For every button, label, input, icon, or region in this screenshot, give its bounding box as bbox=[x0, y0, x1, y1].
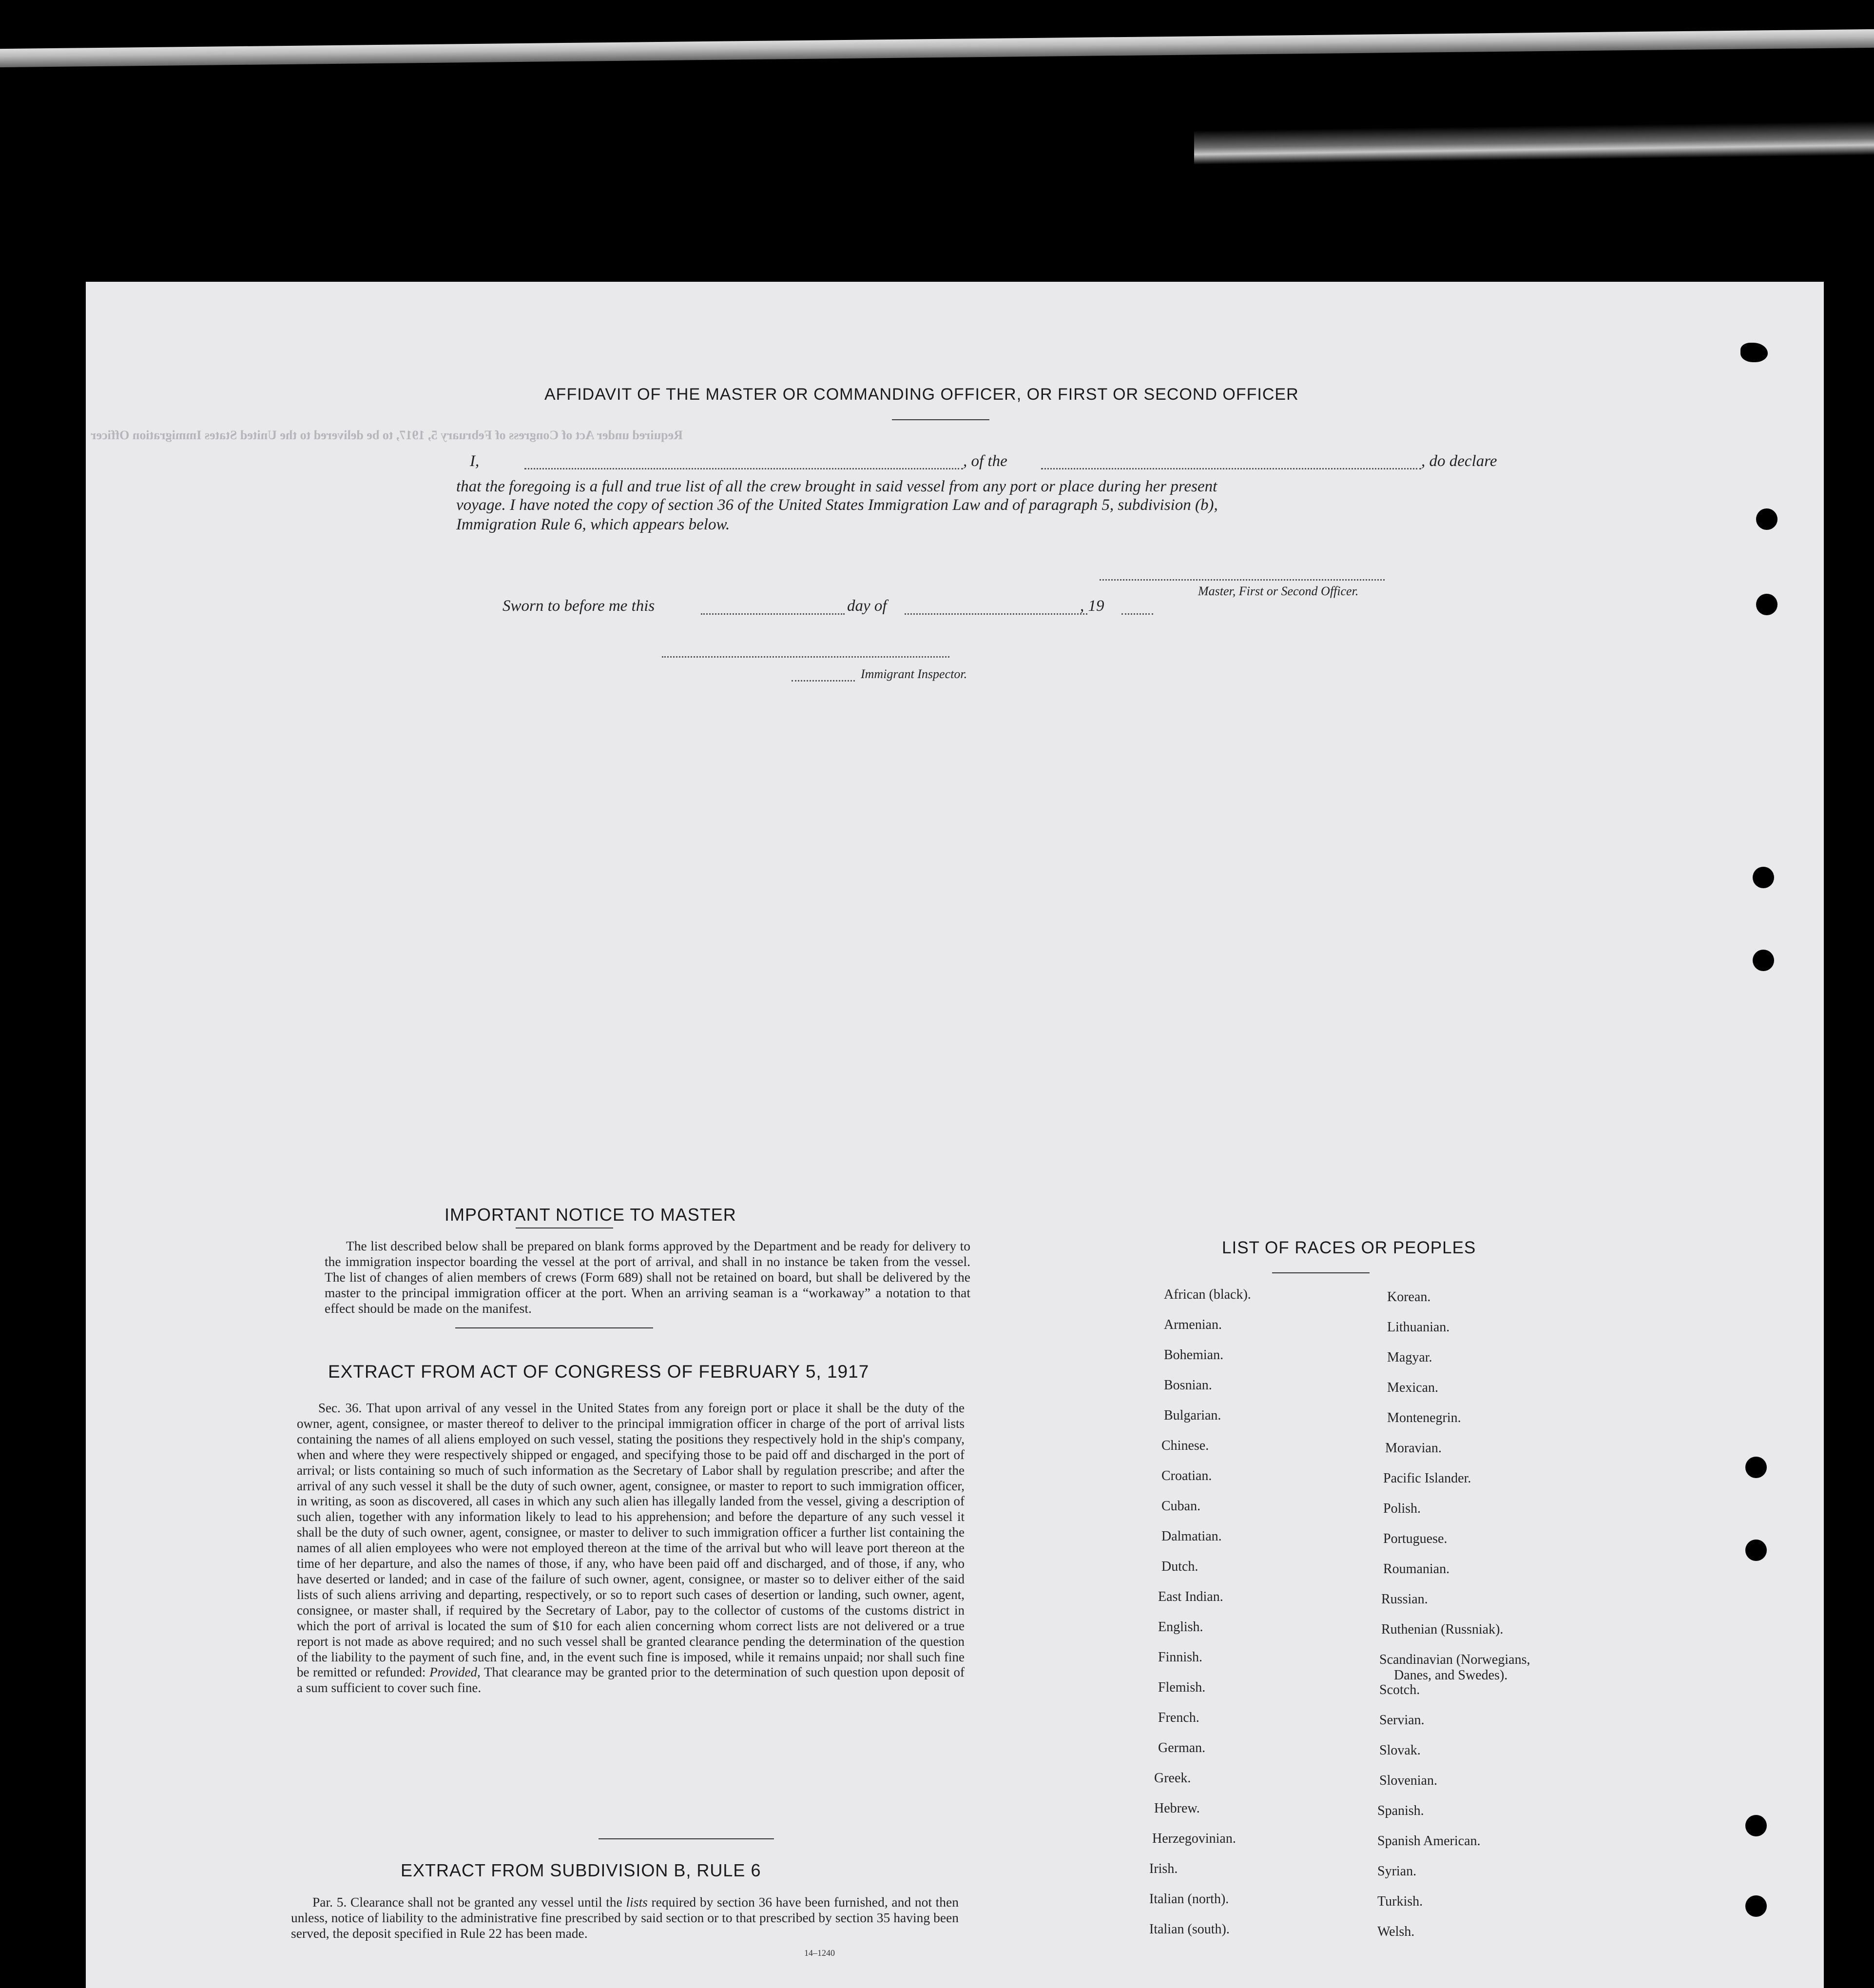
act-body bbox=[297, 1401, 965, 1696]
race-item: Bosnian. bbox=[1164, 1378, 1212, 1393]
race-item: Scotch. bbox=[1379, 1682, 1420, 1697]
race-item: Polish. bbox=[1383, 1501, 1421, 1516]
punch-hole bbox=[1753, 950, 1774, 971]
races-title: LIST OF RACES OR PEOPLES bbox=[1222, 1238, 1476, 1257]
race-item: Irish. bbox=[1149, 1861, 1178, 1876]
race-item: Spanish American. bbox=[1377, 1833, 1481, 1849]
form-number: 14–1240 bbox=[804, 1948, 835, 1958]
race-item: Herzegovinian. bbox=[1152, 1831, 1236, 1846]
race-item: Scandinavian (Norwegians, bbox=[1379, 1652, 1530, 1667]
affidavit-line-3: voyage. I have noted the copy of section 36 of the United States Immigration Law and of paragraph 5, subdivision (b), bbox=[456, 496, 1218, 514]
vessel-blank bbox=[1041, 468, 1421, 469]
race-item: Pacific Islander. bbox=[1383, 1471, 1471, 1486]
race-item: Bohemian. bbox=[1164, 1347, 1224, 1363]
race-item: Italian (south). bbox=[1149, 1922, 1230, 1937]
notice-title: IMPORTANT NOTICE TO MASTER bbox=[444, 1205, 736, 1225]
punch-hole bbox=[1745, 1895, 1767, 1917]
signature-label: Master, First or Second Officer. bbox=[1198, 584, 1359, 598]
sworn-day-blank bbox=[701, 613, 845, 615]
punch-hole bbox=[1745, 1540, 1767, 1561]
act-body-end: That clearance may be granted prior to the determination of such question upon deposit of a sum sufficient to cover such fine. bbox=[297, 1665, 965, 1696]
races-column-1 bbox=[1149, 1287, 1251, 1952]
sworn-month-blank bbox=[905, 613, 1087, 615]
punch-hole bbox=[1753, 867, 1774, 888]
affidavit-line-1-declare: , do declare bbox=[1421, 452, 1497, 470]
act-body-main: Sec. 36. That upon arrival of any vessel in the United States from any foreign port or place it shall be the duty of the owner, agent, consignee, or master thereof to deliver to the principal immigration officer in charge of the port of arrival lists containing the names of all aliens employed on such vessel, stating the positions they respectively hold in the ship's company, when and where they were respectively shipped or engaged, and specifying those to be paid off and discharged in the port of arrival; or lists containing so much of such information as the Secretary of Labor shall by regulation prescribe; and after the arrival of any such vessel it shall be the duty of such owner, agent, consignee, or master to report to such immigration officer, in writing, as soon as discovered, all cases in which any such alien has illegally landed from the vessel, giving a description of such alien, together with any information likely to lead to his apprehension; and before the departure of any such vessel it shall be the duty of such owner, agent, consignee, or master to deliver to such immigration officer a further list containing the names of all alien employees who were not employed thereon at the time of the arrival but who will leave port thereon at the time of her departure, and also the names of those, if any, who have been paid off and discharged, and of those, if any, who have deserted or landed; and in case of the failure of such owner, agent, consignee, or master so to deliver either of the said lists of such aliens arriving and departing, respectively, or so to report such cases of desertion or landing, such owner, agent, consignee, or master shall, if required by the Secretary of Labor, pay to the collector of customs of the customs district in which the port of arrival is located the sum of $10 for each alien concerning whom correct lists are not delivered or a true report is not made as above required; and no such vessel shall be granted clearance pending the determination of the question of the liability to the payment of such fine, and, in the event such fine is imposed, while it remains unpaid; nor shall such fine be remitted or refunded: bbox=[297, 1401, 965, 1680]
race-item: Slovak. bbox=[1379, 1743, 1421, 1758]
race-item: Spanish. bbox=[1377, 1803, 1424, 1818]
punch-hole bbox=[1745, 1815, 1767, 1836]
race-item: Slovenian. bbox=[1379, 1773, 1437, 1788]
race-item: Hebrew. bbox=[1154, 1801, 1200, 1816]
race-item: African (black). bbox=[1164, 1287, 1251, 1302]
race-item: Finnish. bbox=[1158, 1650, 1203, 1665]
scan-edge-strip-right bbox=[1194, 121, 1874, 164]
notice-body: The list described below shall be prepared on blank forms approved by the Department and be ready for delivery to the immigration inspector boarding the vessel at the port of arrival, and shall in no instance be taken from the vessel. The list of changes of alien members of crews (Form 689) shall not be retained on board, but shall be delivered by the master to the principal immigration officer at the port. When an arriving seaman is a “workaway” a notation to that effect should be made on the manifest. bbox=[325, 1238, 970, 1316]
race-item: Dutch. bbox=[1161, 1559, 1198, 1574]
race-item: Bulgarian. bbox=[1164, 1408, 1221, 1423]
affidavit-line-1-of-the: , of the bbox=[963, 452, 1007, 470]
signature-line bbox=[1100, 579, 1385, 581]
race-item: Greek. bbox=[1154, 1771, 1191, 1786]
punch-hole bbox=[1756, 594, 1777, 615]
race-item: Croatian. bbox=[1161, 1468, 1212, 1483]
races-title-rule bbox=[1272, 1272, 1370, 1273]
race-item: Servian. bbox=[1379, 1713, 1425, 1728]
affidavit-title-rule bbox=[892, 419, 989, 420]
race-item: Montenegrin. bbox=[1387, 1410, 1461, 1425]
race-item: Chinese. bbox=[1161, 1438, 1209, 1453]
race-item: Ruthenian (Russniak). bbox=[1381, 1622, 1504, 1637]
race-item: Roumanian. bbox=[1383, 1561, 1450, 1577]
rule-lists-word: lists bbox=[626, 1894, 648, 1910]
rule-title: EXTRACT FROM SUBDIVISION B, RULE 6 bbox=[401, 1860, 761, 1880]
page-corner-tear bbox=[1740, 343, 1768, 362]
race-item: Cuban. bbox=[1161, 1499, 1201, 1514]
act-proviso: Provided, bbox=[429, 1665, 481, 1680]
scan-edge-strip bbox=[0, 29, 1874, 67]
races-column-2: Korean. Lithuanian. Magyar. Mexican. Montenegrin. Moravian. Pacific Islander. Polish. Portuguese. Roumanian. Russian. Ruthenian (Russniak). Scandinavian (Norwegians, Danes, and Swedes). Scotch. Servian. Slovak. Slovenian. Spanish. Spanish American. Syrian. Turkish. Welsh. bbox=[1353, 1289, 1530, 1954]
race-item: Welsh. bbox=[1377, 1924, 1415, 1939]
name-blank bbox=[524, 468, 963, 469]
rule-top-rule bbox=[599, 1838, 774, 1839]
sworn-day-of: day of bbox=[847, 597, 887, 615]
race-item: East Indian. bbox=[1158, 1589, 1223, 1604]
race-item: English. bbox=[1158, 1619, 1203, 1635]
race-item: Moravian. bbox=[1385, 1441, 1442, 1456]
race-item: Portuguese. bbox=[1383, 1531, 1448, 1546]
act-title: EXTRACT FROM ACT OF CONGRESS OF FEBRUARY 5, 1917 bbox=[328, 1362, 869, 1382]
sworn-year-blank bbox=[1121, 613, 1153, 615]
rule-body bbox=[291, 1894, 959, 1941]
race-item: French. bbox=[1158, 1710, 1199, 1725]
act-top-rule bbox=[455, 1327, 653, 1328]
rule-body-main: Par. 5. Clearance shall not be granted any vessel until the bbox=[312, 1894, 626, 1910]
race-item: Lithuanian. bbox=[1387, 1320, 1450, 1335]
race-item: Russian. bbox=[1381, 1592, 1428, 1607]
affidavit-title: AFFIDAVIT OF THE MASTER OR COMMANDING OFFICER, OR FIRST OR SECOND OFFICER bbox=[544, 385, 1299, 404]
punch-hole bbox=[1756, 508, 1777, 530]
race-item: Flemish. bbox=[1158, 1680, 1206, 1695]
document-page bbox=[86, 282, 1824, 1988]
inspector-label: Immigrant Inspector. bbox=[861, 667, 967, 681]
punch-hole bbox=[1745, 1457, 1767, 1478]
sworn-prefix: Sworn to before me this bbox=[502, 597, 655, 615]
race-item: Italian (north). bbox=[1149, 1891, 1229, 1907]
rule-body-end: required by section 36 have been furnished, and not then unless, notice of liability to the administrative fine prescribed by said section or to that prescribed by section 35 having been served, the deposit specified in Rule 22 has been made. bbox=[291, 1894, 959, 1941]
affidavit-line-4: Immigration Rule 6, which appears below. bbox=[456, 516, 730, 533]
bleed-through-text: Required under Act of Congress of February 5, 1917, to be delivered to the United States Immigration Officer bbox=[91, 428, 683, 442]
inspector-signature-line bbox=[662, 656, 949, 658]
race-item: Mexican. bbox=[1387, 1380, 1438, 1395]
race-item: Armenian. bbox=[1164, 1317, 1222, 1332]
race-item: Dalmatian. bbox=[1161, 1529, 1222, 1544]
sworn-year: , 19 bbox=[1080, 597, 1104, 615]
race-item: Korean. bbox=[1387, 1289, 1431, 1305]
inspector-prefix-dots bbox=[792, 680, 855, 682]
affidavit-line-2: that the foregoing is a full and true list of all the crew brought in said vessel from any port or place during her present bbox=[456, 478, 1217, 495]
affidavit-line-1-i: I, bbox=[470, 452, 480, 470]
race-item: German. bbox=[1158, 1740, 1206, 1755]
race-item: Turkish. bbox=[1377, 1894, 1423, 1909]
race-item: Magyar. bbox=[1387, 1350, 1432, 1365]
race-item: Syrian. bbox=[1377, 1864, 1417, 1879]
